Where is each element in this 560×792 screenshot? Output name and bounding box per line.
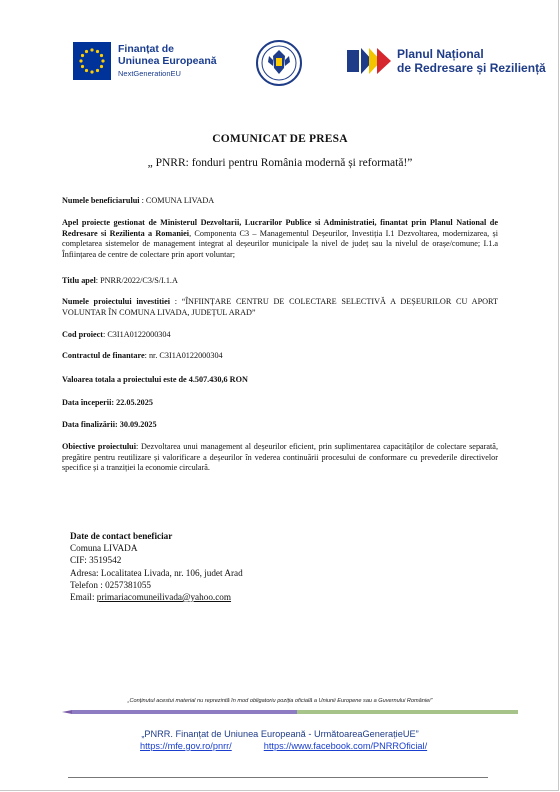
disclaimer: „Conținutul acestui material nu reprezintă în mod obligatoriu poziția oficială a Uniunii Europene sau a Guvernului României” [127, 698, 433, 704]
obiective-label: Obiective proiectului [62, 442, 136, 451]
footer-color-bar [62, 710, 518, 714]
contact-name: Comuna LIVADA [70, 543, 138, 554]
footer-tagline: „PNRR. Finanțat de Uniunea Europeană - UrmătoareaGenerațieUE” [141, 729, 419, 739]
cod-proiect-label: Cod proiect [62, 330, 104, 339]
contact-heading: Date de contact beneficiar [70, 531, 173, 541]
obiective-field [62, 442, 498, 474]
cod-proiect-value: : C3I1A0122000304 [103, 330, 171, 339]
contact-adresa: Adresa: Localitatea Livada, nr. 106, judet Arad [70, 567, 243, 578]
footer-links [140, 741, 427, 751]
valoare-field [62, 375, 498, 386]
data-inceput-field [62, 398, 498, 409]
contact-cif: CIF: 3519542 [70, 555, 122, 566]
bottom-rule [68, 777, 488, 778]
facebook-link[interactable]: https://www.facebook.com/PNRROficial/ [263, 741, 428, 751]
eu-flag-icon [73, 42, 111, 80]
page-subtitle: „ PNRR: fonduri pentru România modernă și reformată!” [147, 157, 413, 169]
eu-logo-line1: Finanțat de [118, 42, 175, 55]
data-inceput-label: Data începerii [62, 398, 112, 407]
titlu-apel-label: Titlu apel [62, 276, 96, 285]
pnrr-logo-line1: Planul Național [397, 47, 484, 61]
obiective-value: : Dezvoltarea unui management al deșeurilor eficient, prin suplimentarea capacităților de colectare separată, pregătire pentru reutilizare și valorificare a deșeurilor în vederea continuării procesului de conformare cu prevederile directivelor specifice și a tranziției la economie circulară. [62, 442, 498, 472]
data-final-value: : 30.09.2025 [114, 420, 157, 429]
titlu-apel-field [62, 276, 498, 287]
contact-email-link[interactable]: primariacomuneilivada@yahoo.com [96, 592, 232, 603]
eu-logo-line2: Uniunea Europeană [118, 54, 217, 67]
apel-rest: , Componenta C3 – Managementul Deșeurilor, Investiția I.1 Dezvoltarea, modernizarea, și completarea sistemelor de management integrat al deșeurilor municipale la nivel de județ sau la nivelul de orașe/comune; I.1.a Înființarea de centre de colectare prin aport voluntar; [62, 228, 498, 259]
data-inceput-value: : 22.05.2025 [111, 398, 153, 407]
eu-logo [73, 42, 217, 80]
contract-label: Contractul de finantare [62, 351, 145, 360]
contact-block [70, 530, 243, 603]
contact-email-row [70, 591, 243, 603]
cod-proiect-field [62, 330, 498, 341]
eu-logo-line3: NextGenerationEU [118, 68, 181, 78]
page-title: COMUNICAT DE PRESA [212, 133, 348, 145]
apel-paragraph [62, 218, 498, 260]
contract-value: : nr. C3I1A0122000304 [144, 351, 223, 360]
data-final-label: Data finalizării [62, 420, 115, 429]
contact-telefon: Telefon : 0257381055 [70, 579, 152, 590]
proiect-field [62, 297, 498, 318]
proiect-label: Numele proiectului investitiei [62, 297, 170, 306]
proiect-value: : “ÎNFIINȚARE CENTRU DE COLECTARE SELECTIVĂ A DEȘEURILOR CU APORT VOLUNTAR ÎN COMUNA LIVADA, JUDEȚUL ARAD” [62, 297, 499, 317]
pnrr-logo-line2: de Redresare și Reziliență [397, 61, 546, 75]
valoare-text: Valoarea totala a proiectului este de 4.507.430,6 RON [62, 375, 248, 384]
beneficiar-value: : COMUNA LIVADA [139, 196, 215, 205]
pnrr-mark-icon [347, 44, 393, 78]
contact-email-label: Email: [70, 592, 97, 603]
beneficiar-field [62, 196, 498, 207]
beneficiar-label: Numele beneficiarului [62, 196, 140, 205]
contract-field [62, 351, 498, 362]
pnrr-logo [347, 44, 546, 78]
mfe-link[interactable]: https://mfe.gov.ro/pnrr/ [140, 741, 232, 751]
government-seal-icon [255, 38, 303, 88]
titlu-apel-value: : PNRR/2022/C3/S/I.1.A [95, 276, 178, 285]
data-final-field [62, 420, 498, 431]
apel-bold: Apel proiecte gestionat de Ministerul Dezvoltarii, Lucrarilor Publice si Administratiei, finantat prin Planul National de Redresare si Rezilienta a Romaniei [62, 218, 498, 238]
